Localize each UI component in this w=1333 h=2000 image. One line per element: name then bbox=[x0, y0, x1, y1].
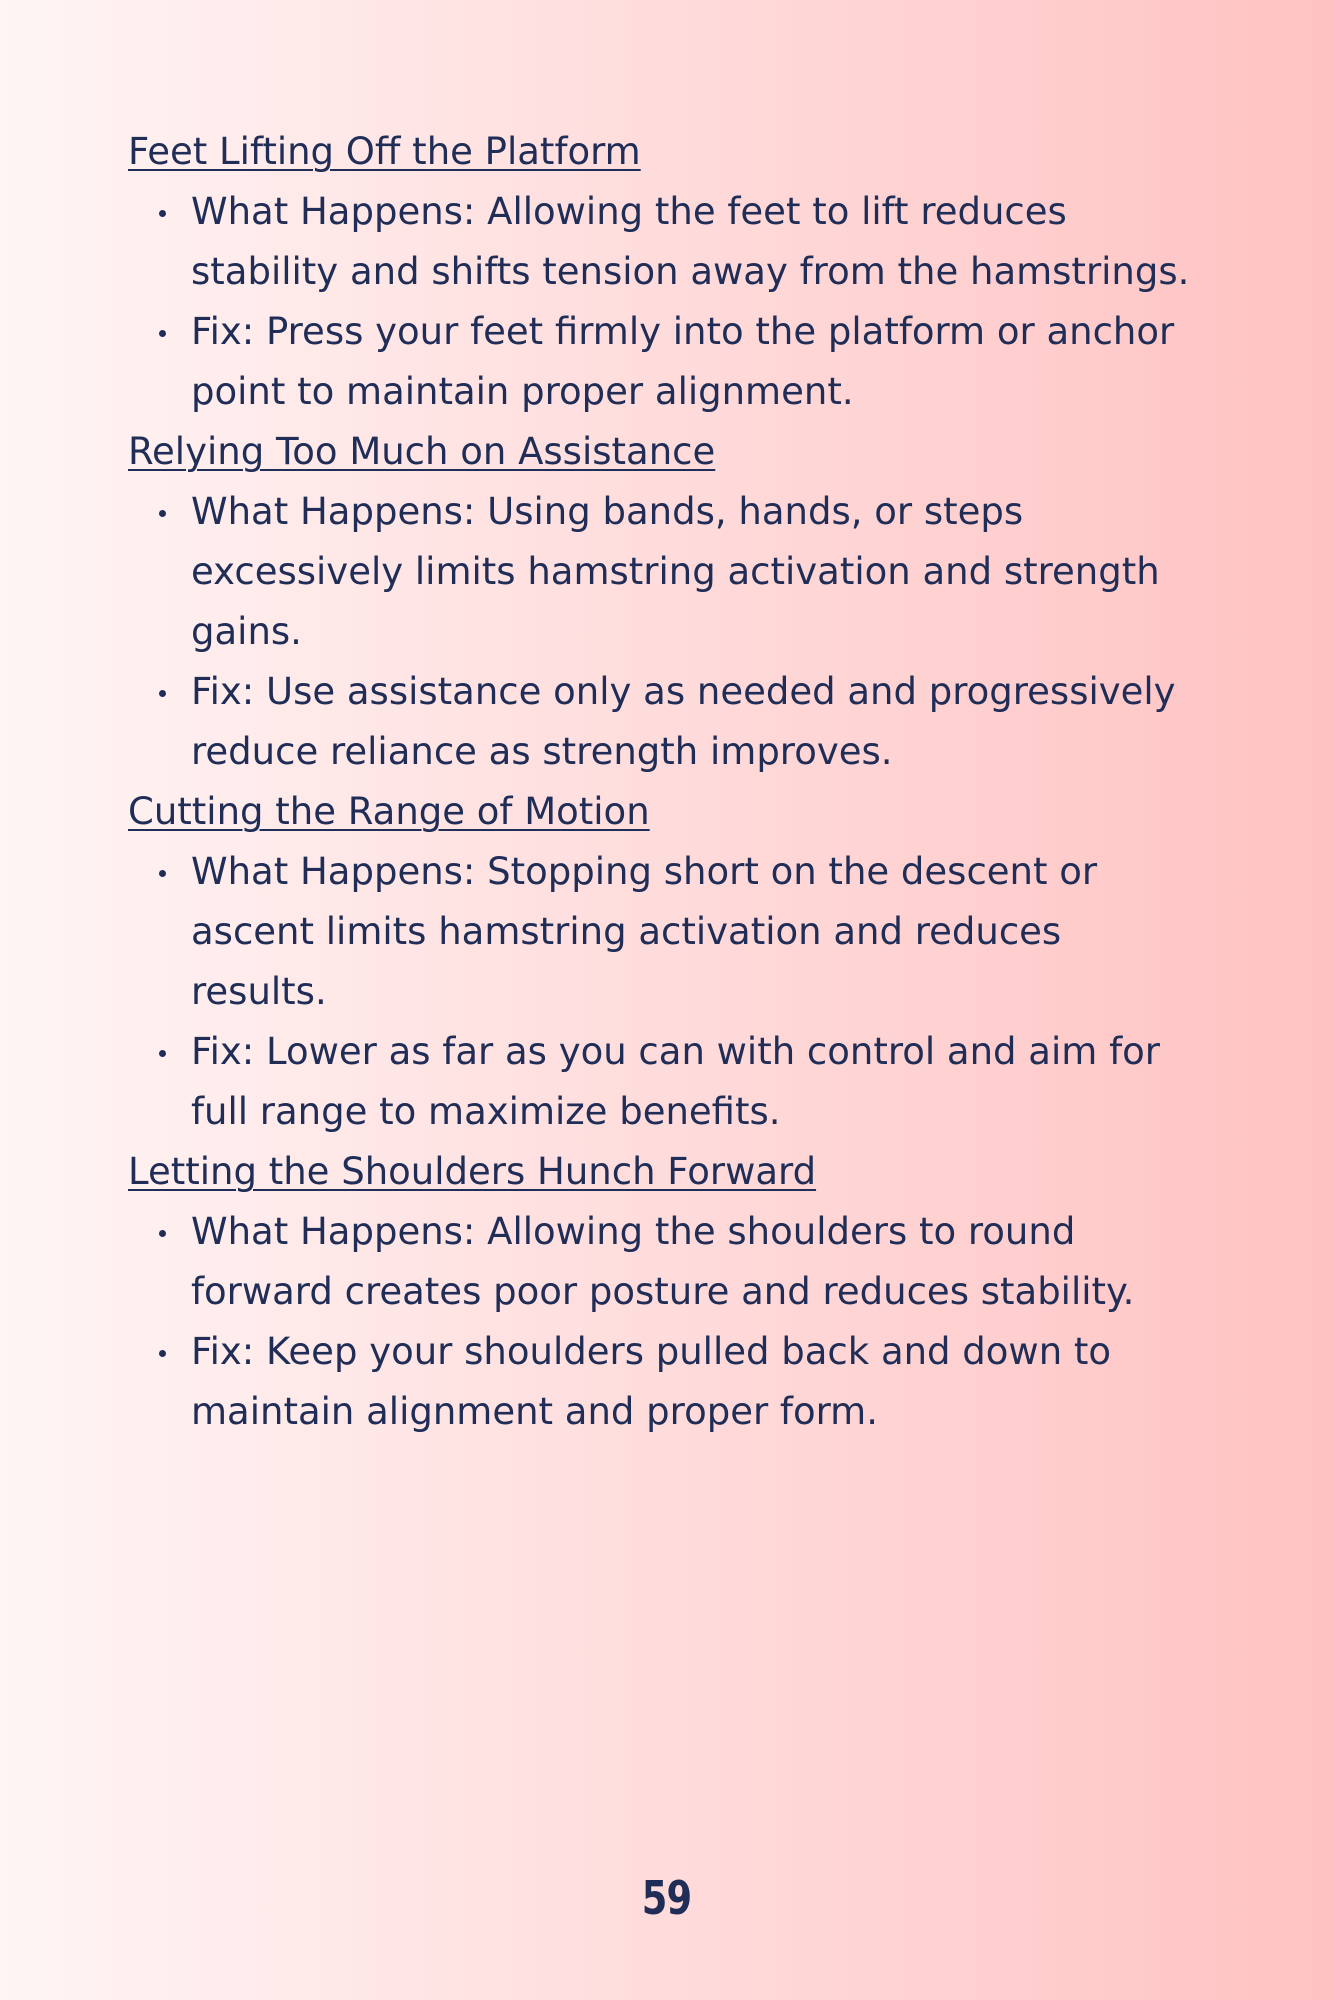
bullet-item: What Happens: Stopping short on the descent or ascent limits hamstring activation and reduces results. bbox=[191, 842, 1191, 1022]
bullet-item: Fix: Use assistance only as needed and progressively reduce reliance as strength improves. bbox=[191, 662, 1191, 782]
section-heading: Letting the Shoulders Hunch Forward bbox=[128, 1150, 817, 1193]
bullet-list bbox=[128, 842, 1188, 1142]
section-heading: Feet Lifting Off the Platform bbox=[128, 130, 641, 173]
bullet-item: Fix: Keep your shoulders pulled back and down to maintain alignment and proper form. bbox=[191, 1322, 1191, 1442]
page-number: 59 bbox=[641, 1871, 692, 1925]
bullet-item: What Happens: Using bands, hands, or steps excessively limits hamstring activation and strength gains. bbox=[191, 482, 1191, 662]
bullet-list bbox=[128, 482, 1188, 782]
page-content bbox=[128, 122, 1188, 1442]
bullet-item: Fix: Press your feet firmly into the platform or anchor point to maintain proper alignment. bbox=[191, 302, 1191, 422]
section-heading: Relying Too Much on Assistance bbox=[128, 430, 716, 473]
bullet-list bbox=[128, 182, 1188, 422]
bullet-item: Fix: Lower as far as you can with control and aim for full range to maximize benefits. bbox=[191, 1022, 1191, 1142]
bullet-list bbox=[128, 1202, 1188, 1442]
bullet-item: What Happens: Allowing the shoulders to round forward creates poor posture and reduces stability. bbox=[191, 1202, 1191, 1322]
section-heading: Cutting the Range of Motion bbox=[128, 790, 650, 833]
bullet-item: What Happens: Allowing the feet to lift reduces stability and shifts tension away from the hamstrings. bbox=[191, 182, 1191, 302]
